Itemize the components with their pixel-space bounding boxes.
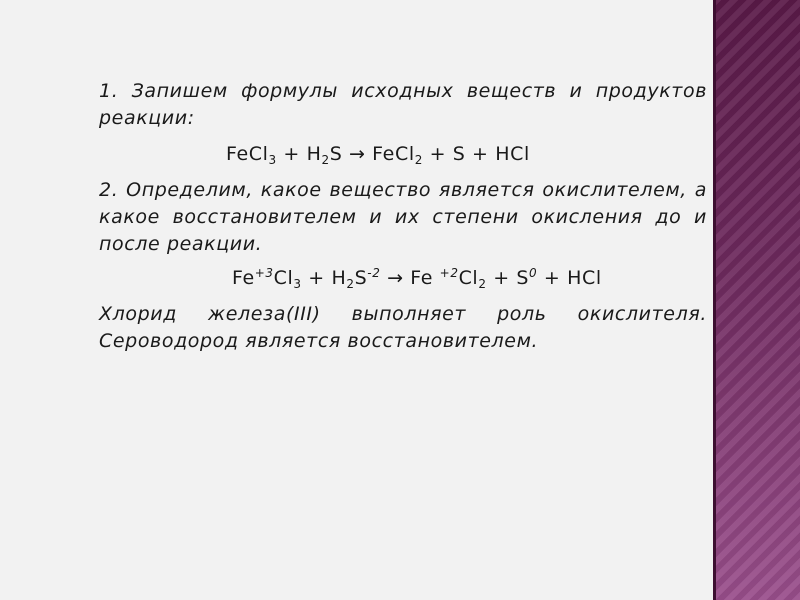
formula-2-part: + HCl (537, 267, 602, 289)
formula-2-sub: 3 (293, 277, 302, 291)
formula-2-part: + H (301, 267, 347, 289)
formula-2-sub: 2 (478, 277, 487, 291)
side-band-edge (713, 0, 716, 600)
formula-2-part: → Fe (380, 267, 440, 289)
formula-1 (226, 141, 707, 168)
oxidation-state: +3 (254, 266, 274, 280)
formula-2 (232, 265, 707, 292)
formula-1-part: + S + HCl (422, 143, 530, 165)
decorative-side-band (713, 0, 800, 600)
formula-1-sub: 2 (414, 153, 423, 167)
conclusion-text: Хлорид железа(III) выполняет роль окислителя. Сероводород является восстановителем. (99, 303, 707, 352)
step-2-text: 2. Определим, какое вещество является окислителем, а какое восстановителем и их степени окисления до и после реакции. (99, 179, 707, 255)
slide-content (99, 78, 707, 355)
formula-2-part: S (354, 267, 368, 289)
formula-1-sub: 3 (268, 153, 277, 167)
formula-2-part: Cl (273, 267, 294, 289)
formula-2-part: + S (486, 267, 530, 289)
formula-1-part: S → FeCl (329, 143, 415, 165)
formula-1-part: + H (276, 143, 322, 165)
formula-2-part: Cl (458, 267, 479, 289)
oxidation-state: -2 (367, 266, 381, 280)
formula-1-part: FeCl (226, 143, 269, 165)
formula-2-part: Fe (232, 267, 255, 289)
formula-1-sub: 2 (321, 153, 330, 167)
step-1-text: 1. Запишем формулы исходных веществ и продуктов реакции: (99, 80, 707, 129)
formula-2-sub: 2 (346, 277, 355, 291)
oxidation-state: 0 (529, 266, 538, 280)
oxidation-state: +2 (439, 266, 459, 280)
